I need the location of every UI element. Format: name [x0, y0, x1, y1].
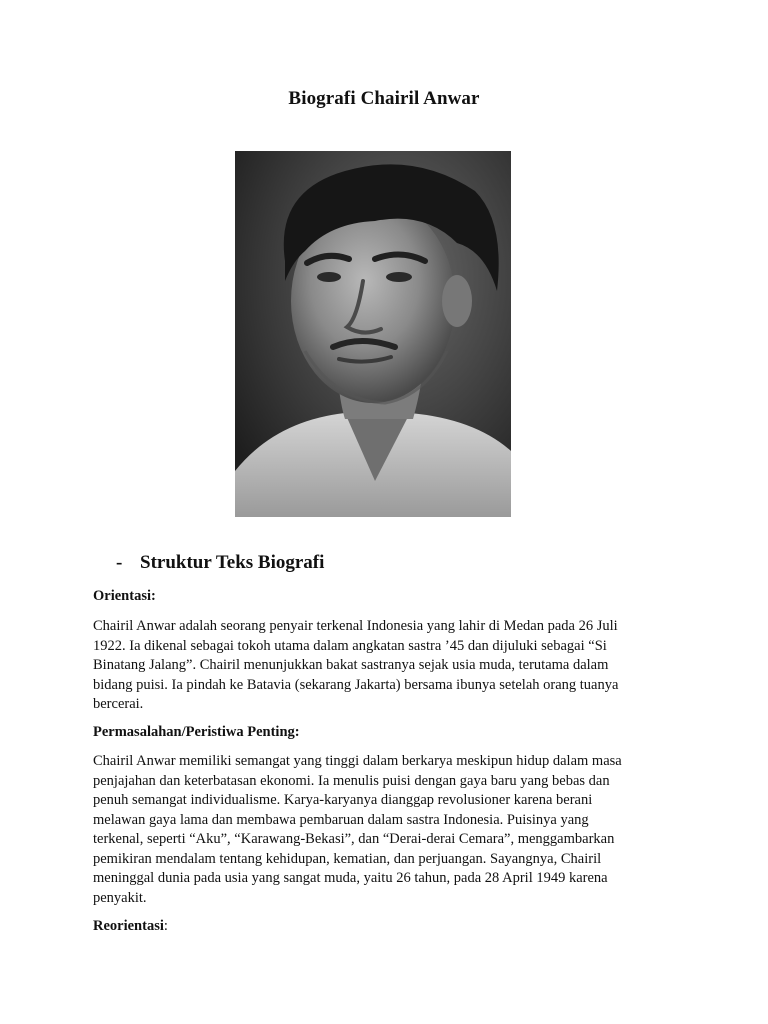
paragraph-line: penyakit. [93, 889, 147, 906]
paragraph-line: meninggal dunia pada usia yang sangat muda, yaitu 26 tahun, pada 28 April 1949 karena [93, 870, 608, 886]
page-title: Biografi Chairil Anwar [288, 88, 480, 109]
reorientasi-colon: : [163, 918, 168, 934]
reorientasi-label [93, 918, 168, 935]
orientasi-paragraph [93, 617, 683, 715]
paragraph-line: penjajahan dan keterbatasan ekonomi. Ia menulis puisi dengan gaya baru yang bebas dan [93, 772, 610, 789]
permasalahan-label: Permasalahan/Peristiwa Penting: [93, 724, 300, 740]
paragraph-line: penuh semangat individualisme. Karya-karyanya dianggap revolusioner karena berani [93, 792, 593, 808]
paragraph-line: bercerai. [93, 696, 144, 712]
permasalahan-paragraph [93, 752, 683, 908]
paragraph-line: Chairil Anwar adalah seorang penyair terkenal Indonesia yang lahir di Medan pada 26 Juli [93, 618, 618, 634]
paragraph-line: Binatang Jalang”. Chairil menunjukkan bakat sastranya sejak usia muda, terutama dalam [93, 657, 609, 673]
paragraph-line: bidang puisi. Ia pindah ke Batavia (sekarang Jakarta) bersama ibunya setelah orang tuanya [93, 676, 619, 693]
paragraph-line: Chairil Anwar memiliki semangat yang tinggi dalam berkarya meskipun hidup dalam masa [93, 753, 622, 769]
paragraph-line: 1922. Ia dikenal sebagai tokoh utama dalam angkatan sastra ’45 dan dijuluki sebagai “Si [93, 637, 607, 654]
paragraph-line: terkenal, seperti “Aku”, “Karawang-Bekasi”, dan “Derai-derai Cemara”, menggambarkan [93, 831, 615, 847]
paragraph-line: pemikiran mendalam tentang kehidupan, kematian, dan perjuangan. Sayangnya, Chairil [93, 850, 602, 867]
portrait-photo [235, 151, 511, 517]
section-heading-text: Struktur Teks Biografi [140, 552, 325, 573]
reorientasi-label-text: Reorientasi [93, 918, 164, 934]
list-bullet: - [116, 552, 123, 573]
paragraph-line: melawan gaya lama dan membawa pembaruan dalam sastra Indonesia. Puisinya yang [93, 811, 589, 828]
orientasi-label: Orientasi: [93, 588, 156, 604]
section-heading [116, 552, 324, 574]
